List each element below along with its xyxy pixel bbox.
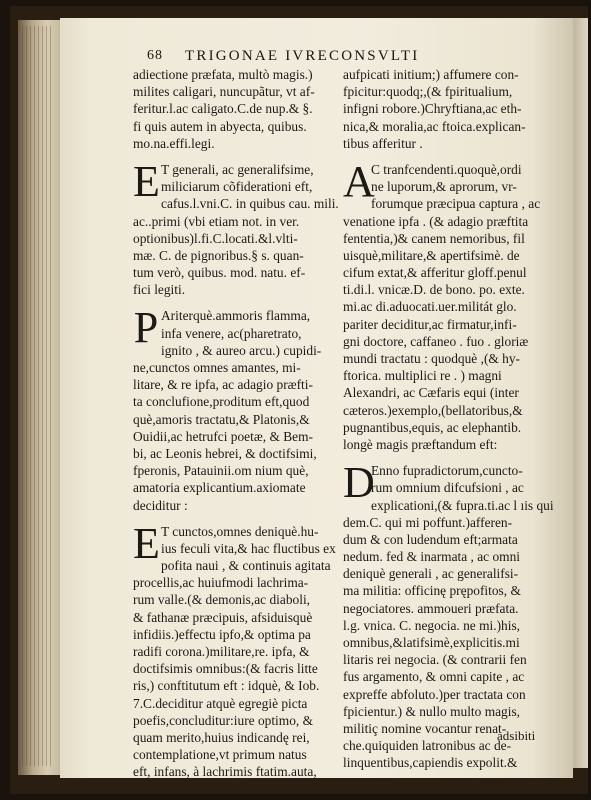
text-line: Enno fupradictorum,cuncto-: [371, 463, 523, 479]
drop-cap: A: [343, 156, 375, 206]
text-line: ne,cunctos omnes amantes, mi-: [133, 360, 301, 375]
text-line: fus argamento, & omni capite , ac: [343, 669, 525, 685]
page-edge-texture: [22, 26, 52, 766]
text-line: linquentibus,capiendis expolit.&: [343, 755, 518, 771]
text-line: militiç nomine vocantur renat-: [343, 720, 507, 736]
text-line: Ariterquè.ammoris flamma,: [161, 308, 311, 324]
text-line: ius feculi vita,& hac fluctibus ex: [161, 540, 336, 556]
running-title: TRIGONAE IVRECONSVLTI: [185, 48, 420, 64]
drop-cap: P: [133, 303, 159, 353]
text-line: doctifsimis omnibus:(& facris litte: [133, 661, 318, 677]
text-line: T generali, ac generalifsime,: [161, 161, 314, 177]
text-line: mi.ac di.aduocati.uer.militát glo.: [343, 299, 517, 315]
text-line: contemplatione,vt primum natus: [133, 747, 307, 763]
text-line: cafus.l.vni.C. in quibus cau. mili.: [161, 196, 339, 212]
text-line: ris,) conftitutum eft : idquè, & Iob.: [133, 678, 320, 694]
text-line: dum & con ludendum eft;armata: [343, 531, 518, 547]
text-line: cifum extat,& afferitur gloff.penul: [343, 265, 527, 281]
text-line: gni doctore, caffaneo . fuo . gloriæ: [343, 333, 529, 349]
right-top-lines: [343, 66, 555, 152]
text-line: deniquè generali , ac generalifsi-: [343, 566, 519, 582]
text-line: feritur.l.ac caligato.C.de nup.& §.: [133, 101, 313, 117]
text-line: milites caligari, nuncupãtur, vt af-: [133, 84, 315, 100]
text-line: adiectione præfata, multò magis.): [133, 67, 313, 82]
drop-cap: E: [133, 156, 160, 206]
text-line: Alexandri, ac Cæfaris equi (inter: [343, 385, 519, 401]
page-number: 68: [147, 48, 163, 63]
paragraph: [343, 458, 555, 771]
right-column: [343, 66, 555, 772]
text-line: rum omnium difcufsioni , ac: [371, 480, 524, 496]
text-line: infidiis.)effectu ipfo,& optima pa: [133, 626, 311, 642]
text-line: amatoria explicantium.axiomate: [133, 480, 306, 496]
text-line: expreffe abfoluto.)per tractata con: [343, 686, 526, 702]
text-line: eft, infans, à lachrimis ftatim.auta,: [133, 764, 317, 780]
left-top-lines: [133, 66, 345, 152]
text-line: radifi corona.)militare,re. ipfa, &: [133, 644, 310, 659]
text-line: C tranfcendenti.quoquè,ordi: [371, 161, 522, 177]
drop-cap: D: [343, 458, 375, 508]
text-line: tibus afferitur .: [343, 135, 423, 151]
text-line: omnibus,&latifsimè,explicitis.mi: [343, 635, 520, 650]
text-line: fpicitur:quodq;,(& fpiritualium,: [343, 84, 513, 100]
text-line: fpicientur.) & nullo multo magis,: [343, 703, 521, 719]
text-line: bi, ac Leonis hebrei, & doctifsimi,: [133, 445, 317, 461]
text-line: pugnantibus,equis, ac elephantib.: [343, 419, 522, 435]
text-line: procellis,ac huiufmodi lachrima-: [133, 575, 309, 591]
text-line: pofita naui , & continuis agitata: [161, 558, 331, 574]
text-line: tum verò, quibus. mod. natu. ef-: [133, 265, 306, 281]
page-header: [85, 48, 545, 68]
text-line: nica,& moralia,ac ftoica.explican-: [343, 118, 526, 134]
text-line: litare, & re ipfa, ac adagio præfti-: [133, 377, 313, 393]
paragraph: [133, 518, 345, 781]
text-line: T cunctos,omnes deniquè.hu-: [161, 523, 319, 539]
text-line: & fathanæ præcipuis, afsiduisquè: [133, 609, 313, 625]
text-line: deciditur :: [133, 497, 188, 513]
text-line: fperonis, Patauinii.om nium què,: [133, 463, 309, 479]
text-line: che.quiquiden latronibus ac de-: [343, 738, 512, 754]
text-line: nedum. fed & inarmata , ac omni: [343, 549, 520, 565]
text-line: pariter deciditur,ac firmatur,infi-: [343, 316, 517, 332]
text-line: explicationi,(& fupra.ti.ac l ıis qui: [371, 497, 554, 513]
text-line: què,amoris tractatu,& Platonis,&: [133, 411, 310, 427]
text-line: poefis,concluditur:iure optimo, &: [133, 712, 313, 728]
text-line: cæteros.)exemplo,(bellatoribus,&: [343, 402, 523, 418]
text-line: ta conclufione,proditum eft,quod: [133, 394, 310, 410]
text-line: fici legiti.: [133, 282, 186, 298]
drop-cap: E: [133, 518, 160, 568]
text-line: mæ. C. de pignoribus.§ s. quan-: [133, 247, 304, 263]
left-column: [133, 66, 345, 781]
paragraph: [133, 156, 345, 299]
paragraph: [133, 303, 345, 513]
text-line: l.g. vnica. C. negocia. ne mi.)his,: [343, 617, 521, 633]
text-line: ne luporum,& aprorum, vr-: [371, 179, 517, 195]
text-line: quam merito,huius indicandę rei,: [133, 729, 310, 745]
text-line: venatione ipfa . (& adagio præftita: [343, 213, 529, 229]
text-line: ti.di.l. vnicæ.D. de bono. po. exte.: [343, 282, 525, 298]
text-line: optionibus)l.fi.C.locati.&l.vlti-: [133, 230, 298, 246]
paragraph: [343, 156, 555, 453]
text-line: dem.C. qui mi poffunt.)afferen-: [343, 514, 513, 530]
text-line: mundi tractatu : quodquè ,(& hy-: [343, 351, 521, 366]
catchword: adsibiti: [497, 728, 536, 743]
text-line: infigni robore.)Chryftiana,ac eth-: [343, 101, 522, 117]
text-line: mo.na.effi.legi.: [133, 135, 215, 151]
text-line: negociatores. ammoueri præfata.: [343, 600, 519, 616]
text-line: ignito , & aureo arcu.) cupidi-: [161, 342, 322, 358]
text-line: litaris rei negocia. (& contrarii fen: [343, 652, 527, 668]
text-line: 7.C.deciditur atquè egregiè picta: [133, 695, 308, 711]
text-line: infa venere, ac(pharetrato,: [161, 325, 302, 341]
text-line: ftorica. multiplici re . ) magni: [343, 368, 502, 384]
text-line: ac..primi (vbi etiam not. in ver.: [133, 213, 300, 229]
text-line: longè magis præftandum eft:: [343, 436, 498, 452]
text-line: ma militia: officinę prępofitos, &: [343, 583, 521, 599]
text-line: forumque præcipua captura , ac: [371, 196, 541, 212]
text-line: miliciarum cõfiderationi eft,: [161, 179, 313, 195]
text-line: uisquè,militare,& apertifsimè. de: [343, 247, 520, 263]
text-line: Ouidii,ac hetrufci poetæ, & Bem-: [133, 428, 313, 444]
text-line: rum valle.(& demonis,ac diaboli,: [133, 592, 311, 608]
text-line: aufpicati initium;) affumere con-: [343, 67, 519, 82]
text-line: fi quis autem in abyecta, quibus.: [133, 118, 307, 134]
text-line: fententia,)& canem nemoribus, fil: [343, 230, 525, 246]
